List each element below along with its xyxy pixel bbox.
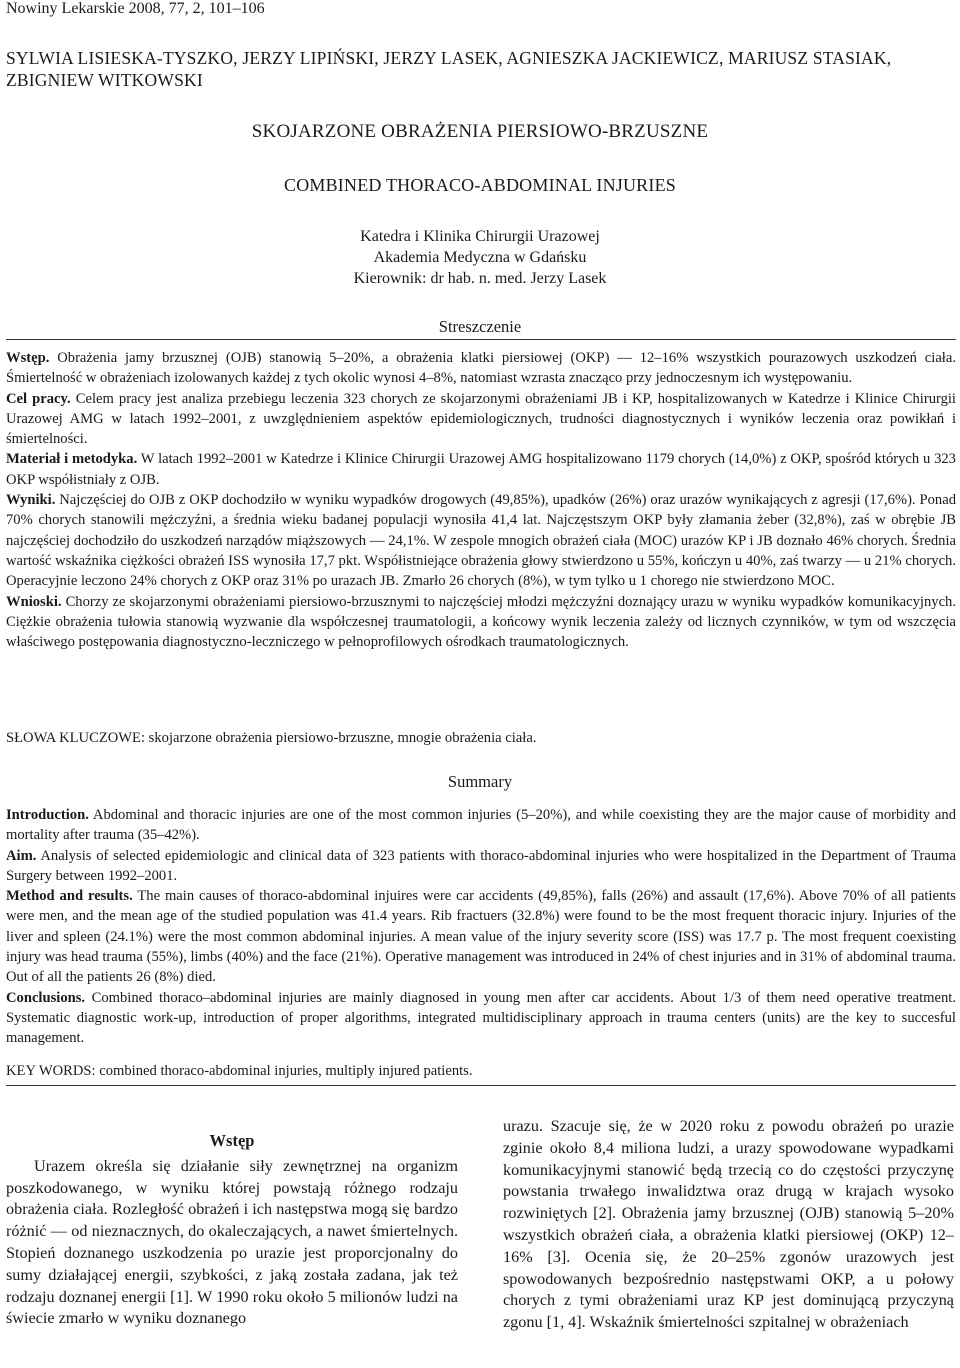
abstract-pl-introduction [6, 348, 956, 389]
abstract-heading-polish: Streszczenie [438, 317, 522, 336]
section-text: Celem pracy jest analiza przebiegu leczenia 323 chorych ze skojarzonymi obrażeniami JB i KP, hospitalizowanych w Katedrze i Klinice Chirurgii Urazowej AMG w latach 1992–2001, z uwzględnieniem aspektów epidemiologicznych, trudności diagnostycznych i wyników leczenia oraz powikłań i śmiertelności. [6, 390, 956, 448]
abstract-heading-english: Summary [447, 772, 513, 791]
section-text: W latach 1992–2001 w Katedrze i Klinice Chirurgii Urazowej AMG hospitalizowano 1179 chorych (14,0%) z OKP, spośród których u 323 OKP współistniały z OJB. [6, 451, 956, 488]
body-paragraph: Urazem określa się działanie siły zewnętrznej na organizm poszkodowanego, w wyniku której powstają różnego rodzaju obrażenia ciała. Rozległość obrażeń i ich następstwa mogą się bardzo różnić — od nieznacznych, do okaleczających, a nawet śmiertelnych. Stopień doznanego uszkodzenia po urazie jest proporcjonalny do sumy działającej energii, szybkości, z jaką została zadana, jak też rodzaju doznanej energii [1]. W 1990 roku około 5 milionów ludzi na świecie zmarło w wyniku doznanego [6, 1156, 458, 1328]
article-title-polish: SKOJARZONE OBRAŻENIA PIERSIOWO-BRZUSZNE [251, 121, 709, 142]
abstract-en-methods [6, 886, 956, 987]
divider-top [6, 339, 956, 340]
abstract-en-introduction [6, 805, 956, 846]
section-label: Aim. [6, 847, 37, 864]
section-label: Method and results. [6, 888, 133, 905]
section-text: Najczęściej do OJB z OKP dochodziło w wyniku wypadków drogowych (49,85%), upadków (26%) oraz urazów wynikających z agresji (17,6%). Ponad 70% chorych stanowili mężczyźni, a średnia wieku badanej populacji wynosiła 41,4 lat. Najczęstszym OKP były złamania żeber (32,8%), zaś w obrębie JB najczęściej dochodziło do uszkodzeń narządów miąższowych — 24,1%. W zespole mnogich obrażeń ciała (MOC) urazów KP i JB doznało 46% chorych. Średnia wartość wskaźnika ciężkości obrażeń ISS wynosiła 17,7 pkt. Współistniejące obrażenia głowy stwierdzono u 55%, kończyn u 40%, zaś twarzy — u 21% chorych. Operacyjnie leczono 24% chorych z OKP oraz 31% po urazach JB. Zmarło 26 chorych (8%), w tym tylko u 1 chorego nie stwierdzono MOC. [6, 492, 956, 590]
abstract-pl-aim [6, 389, 956, 450]
abstract-polish [6, 348, 956, 652]
affiliation-head: Kierownik: dr hab. n. med. Jerzy Lasek [353, 270, 607, 287]
section-label: Conclusions. [6, 989, 86, 1006]
abstract-pl-conclusions [6, 592, 956, 653]
section-text: Chorzy ze skojarzonymi obrażeniami piersiowo-brzusznymi to najczęściej młodzi mężczyźni doznający urazu w wyniku wypadków komunikacyjnych. Ciężkie obrażenia tułowia stanowią wyzwanie dla współczesnej traumatologii, a końcowy wynik leczenia zależy od licznych czynników, w tym od wszczęcia właściwego postępowania diagnostyczno-leczniczego w pełnoprofilowych ośrodkach traumatologicznych. [6, 593, 956, 651]
section-label: Cel pracy. [6, 390, 71, 407]
journal-citation: Nowiny Lekarskie 2008, 77, 2, 101–106 [6, 0, 265, 17]
section-text: The main causes of thoraco-abdominal injuires were car accidents (49,85%), falls (26%) and assault (17,6%). Above 70% of all patients were men, and the mean age of the studied population was 41.4 years. Rib fractuers (32.8%) were found to be the most frequent thoracic injury. Injuries of the liver and spleen (24.1%) were the most common abdominal injuries. A mean value of the injury severity score (ISS) was 17.7 p. The most frequent coexisting injury was head trauma (55%), limbs (40%) and the face (21%). Operative management was introduced in 24% of chest injuries and in 31% of abdominal trauma. Out of all the patients 26 (8%) died. [6, 888, 956, 986]
body-column-left [6, 1130, 458, 1330]
body-column-right [503, 1116, 954, 1334]
abstract-pl-methods [6, 449, 956, 490]
section-text: Analysis of selected epidemiologic and clinical data of 323 patients with thoraco-abdominal injuries who were hospitalized in the Department of Trauma Surgery between 1992–2001. [6, 847, 956, 884]
affiliation-institution: Akademia Medyczna w Gdańsku [373, 249, 587, 266]
section-text: Combined thoraco–abdominal injuries are mainly diagnosed in young men after car accidents. About 1/3 of them need operative treatment. Systematic diagnostic work-up, introduction of proper algorithms, integrated multidisciplinary approach in trauma centers (units) are the key to succesful management. [6, 989, 956, 1047]
author-list: SYLWIA LISIESKA-TYSZKO, JERZY LIPIŃSKI, JERZY LASEK, AGNIESZKA JACKIEWICZ, MARIUSZ STASIAK, ZBIGNIEW WITKOWSKI [6, 48, 892, 90]
section-label: Wyniki. [6, 492, 56, 509]
keywords-polish: SŁOWA KLUCZOWE: skojarzone obrażenia piersiowo-brzuszne, mnogie obrażenia ciała. [6, 730, 537, 746]
section-label: Materiał i metodyka. [6, 451, 138, 468]
affiliation-department: Katedra i Klinika Chirurgii Urazowej [360, 228, 600, 245]
article-title-english: COMBINED THORACO-ABDOMINAL INJURIES [283, 175, 676, 195]
section-label: Introduction. [6, 807, 89, 823]
section-label: Wnioski. [6, 593, 62, 610]
abstract-en-conclusions [6, 988, 956, 1049]
keywords-english: KEY WORDS: combined thoraco-abdominal injuries, multiply injured patients. [6, 1063, 473, 1079]
section-label: Wstęp. [6, 350, 50, 366]
body-paragraph: urazu. Szacuje się, że w 2020 roku z powodu obrażeń po urazie zginie około 8,4 miliona ludzi, a urazy spowodowane wypadkami komunikacyjnymi stanowić będą trzecią co do częstości przyczynę powstania trwałego inwalidztwa oraz drugą w krajach wysoko rozwiniętych [2]. Obrażenia jamy brzusznej (OJB) stanowią 5–20% wszystkich obrażeń ciała, a obrażenia klatki piersiowej (OKP) 12–16% [3]. Ocenia się, że 20–25% zgonów urazowych jest spowodowanych bezpośrednio następstwami OKP, a u połowy chorych z tymi obrażeniami uraz KP jest dominującą przyczyną zgonu [1, 4]. Wskaźnik śmiertelności szpitalnej w obrażeniach [503, 1117, 954, 1332]
section-text: Obrażenia jamy brzusznej (OJB) stanowią 5–20%, a obrażenia klatki piersiowej (OKP) — 12–16% wszystkich pourazowych uszkodzeń ciała. Śmiertelność w obrażeniach izolowanych każdej z tych okolic wynosi 4–8%, natomiast wzrasta znacząco przy jednoczesnym ich występowaniu. [6, 350, 956, 387]
abstract-english [6, 805, 956, 1049]
abstract-pl-results [6, 490, 956, 591]
abstract-en-aim [6, 846, 956, 887]
affiliation [0, 226, 960, 289]
divider-bottom [6, 1085, 956, 1086]
section-heading-introduction: Wstęp [209, 1131, 255, 1150]
section-text: Abdominal and thoracic injuries are one of the most common injuries (5–20%), and while coexisting they are the major cause of morbidity and mortality after trauma (35–42%). [6, 807, 956, 844]
